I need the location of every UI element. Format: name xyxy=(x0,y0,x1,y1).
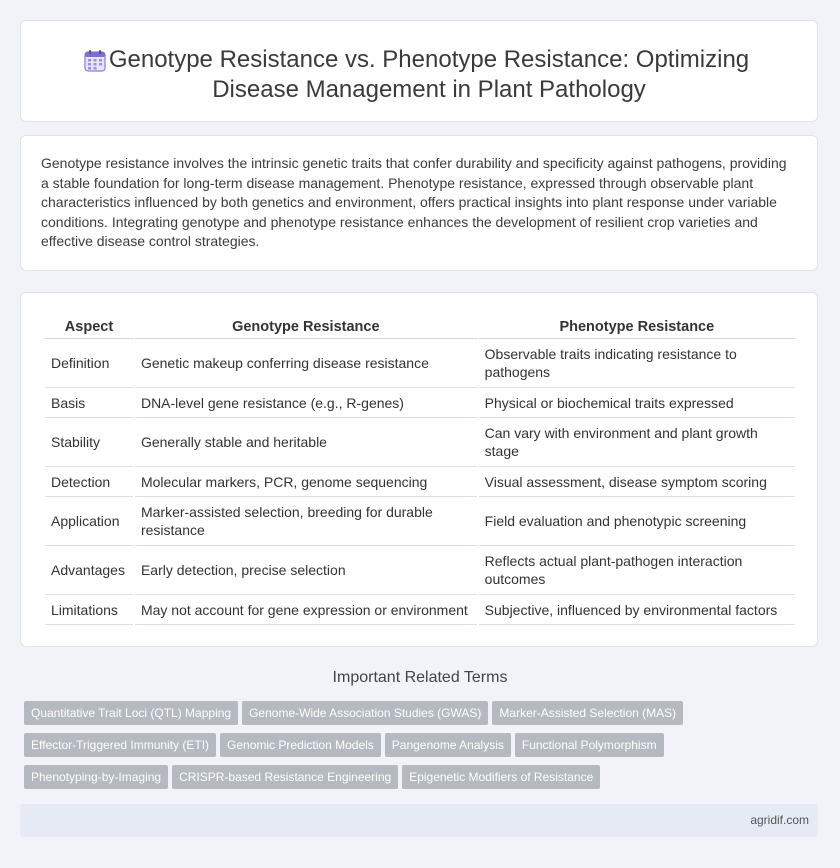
related-term-tag[interactable]: Marker-Assisted Selection (MAS) xyxy=(492,701,683,725)
table-row xyxy=(45,418,795,467)
table-row xyxy=(45,339,795,388)
table-header-row xyxy=(45,313,795,339)
cell-aspect: Basis xyxy=(45,388,133,418)
cell-genotype: Genetic makeup conferring disease resistance xyxy=(135,339,477,388)
cell-phenotype: Visual assessment, disease symptom scoring xyxy=(479,467,795,497)
related-term-tag[interactable]: Quantitative Trait Loci (QTL) Mapping xyxy=(24,701,238,725)
related-term-tag[interactable]: Effector-Triggered Immunity (ETI) xyxy=(24,733,216,757)
cell-aspect: Stability xyxy=(45,418,133,467)
cell-phenotype: Can vary with environment and plant growth stage xyxy=(479,418,795,467)
table-row xyxy=(45,388,795,418)
related-term-tag[interactable]: Pangenome Analysis xyxy=(385,733,511,757)
cell-phenotype: Physical or biochemical traits expressed xyxy=(479,388,795,418)
cell-phenotype: Reflects actual plant-pathogen interaction outcomes xyxy=(479,546,795,595)
table-row xyxy=(45,467,795,497)
comparison-table xyxy=(43,313,797,625)
intro-card xyxy=(20,135,818,271)
cell-aspect: Limitations xyxy=(45,595,133,625)
related-term-tag[interactable]: Phenotyping-by-Imaging xyxy=(24,765,168,789)
cell-phenotype: Subjective, influenced by environmental factors xyxy=(479,595,795,625)
cell-phenotype: Observable traits indicating resistance to pathogens xyxy=(479,339,795,388)
cell-genotype: Molecular markers, PCR, genome sequencing xyxy=(135,467,477,497)
intro-paragraph: Genotype resistance involves the intrinsic genetic traits that confer durability and specificity against pathogens, providing a stable foundation for long-term disease management. Phenotype resistance, expressed through observable plant characteristics influenced by both genetics and environment, offers practical insights into plant response under variable conditions. Integrating genotype and phenotype resistance enhances the development of resilient crop varieties and effective disease control strategies. xyxy=(41,155,787,250)
header-aspect: Aspect xyxy=(45,313,133,339)
related-terms-heading: Important Related Terms xyxy=(332,669,508,686)
cell-genotype: May not account for gene expression or environment xyxy=(135,595,477,625)
table-row xyxy=(45,595,795,625)
cell-genotype: DNA-level gene resistance (e.g., R-genes) xyxy=(135,388,477,418)
comparison-table-card xyxy=(20,292,818,647)
cell-aspect: Application xyxy=(45,497,133,546)
related-term-tag[interactable]: CRISPR-based Resistance Engineering xyxy=(172,765,398,789)
related-term-tag[interactable]: Genome-Wide Association Studies (GWAS) xyxy=(242,701,488,725)
page-title: Genotype Resistance vs. Phenotype Resistance: Optimizing Disease Management in Plant Pathology xyxy=(108,46,750,103)
cell-aspect: Detection xyxy=(45,467,133,497)
cell-genotype: Marker-assisted selection, breeding for durable resistance xyxy=(135,497,477,546)
footer-bar xyxy=(20,804,818,837)
cell-genotype: Generally stable and heritable xyxy=(135,418,477,467)
related-terms-list xyxy=(24,701,804,797)
table-row xyxy=(45,497,795,546)
cell-aspect: Advantages xyxy=(45,546,133,595)
cell-genotype: Early detection, precise selection xyxy=(135,546,477,595)
cell-phenotype: Field evaluation and phenotypic screening xyxy=(479,497,795,546)
related-term-tag[interactable]: Functional Polymorphism xyxy=(515,733,664,757)
related-term-tag[interactable]: Epigenetic Modifiers of Resistance xyxy=(402,765,600,789)
related-term-tag[interactable]: Genomic Prediction Models xyxy=(220,733,381,757)
title-card xyxy=(20,20,818,122)
header-phenotype: Phenotype Resistance xyxy=(479,313,795,339)
table-row xyxy=(45,546,795,595)
header-genotype: Genotype Resistance xyxy=(135,313,477,339)
cell-aspect: Definition xyxy=(45,339,133,388)
site-name[interactable]: agridif.com xyxy=(750,813,809,827)
